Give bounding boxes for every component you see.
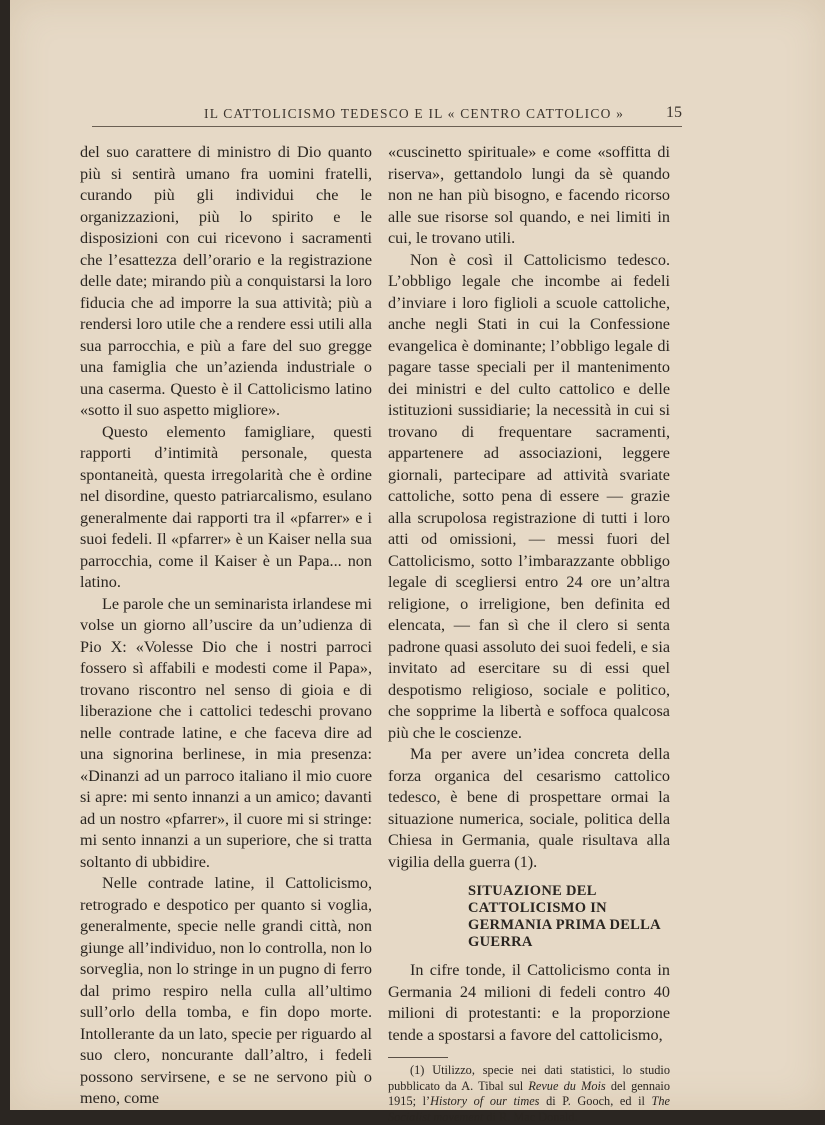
section-heading: SITUAZIONE DEL CATTOLICISMO IN GERMANIA PRIMA DELLA GUERRA [468,883,661,950]
footnote-book-title: History of our times [430,1094,540,1108]
left-column [80,142,372,1110]
footnote-text: Utilizzo, specie nei dati statistici, lo studio pubblicato da A. Tibal sul [388,1063,670,1093]
footnote-rule [388,1057,448,1058]
page-number: 15 [666,104,682,121]
paragraph: del suo carattere di ministro di Dio quanto più si sentirà umano fra uomini fratelli, curando più gli individui che le organizzazioni, più lo spirito e le disposizioni con cui ricevono i sacramenti che l’esattezza dell’orario e la registrazione delle date; mirando più a conquistarsi la loro fiducia che ad imporre la sua attività; più a rendersi loro utile che a rendere essi utili alla sua parrocchia, e più a fare del suo gregge una famiglia che un’azienda industriale o una caserma. Questo è il Cattolicismo latino «sotto il suo aspetto migliore». [80,143,372,419]
footnote-marker: (1) [410,1063,425,1077]
paragraph: In cifre tonde, il Cattolicismo conta in Germania 24 milioni di fedeli contro 40 milioni di protestanti: e la proporzione tende a spostarsi a favore del cattolicismo, [388,961,670,1044]
footnote-journal: Revue du Mois [528,1078,606,1093]
running-header [92,104,682,124]
paragraph: «cuscinetto spirituale» e come «soffitta di riserva», gettandolo lungi da sè quando non ne han più bisogno, e facendo ricorso alle sue risorse sol quando, e nei limiti in cui, le trovano utili. [388,143,670,247]
right-column [388,142,670,1125]
paragraph: Ma per avere un’idea concreta della forza organica del cesarismo cattolico tedesco, è bene di prospettare ormai la situazione numerica, sociale, politica della Chiesa in Germania, quale risultava alla vigilia della guerra (1). [388,745,670,871]
footnote-text: del gennaio 1915; l’ [388,1078,670,1108]
paragraph: Nelle contrade latine, il Cattolicismo, retrogrado e despotico per quanto si voglia, generalmente, specie nelle grandi città, non giunge all’individuo, non lo controlla, non lo sorveglia, non lo stringe in un pugno di ferro dal primo respiro nella culla all’ultimo sull’orlo della tomba, e fin dopo morte. Intollerante da un lato, specie per riguardo al suo clero, noncurante dall’altro, i fedeli possono servirsene, e se ne servono più o meno, come [80,874,372,1107]
paragraph: Le parole che un seminarista irlandese mi volse un giorno all’uscire da un’udienza di Pio X: «Volesse Dio che i nostri parroci fossero sì affabili e modesti come il Papa», trovano riscontro nel senso di gioia e di liberazione che i cattolici tedeschi provano nelle contrade latine, e che faceva dire ad una signorina berlinese, in mia presenza: «Dinanzi ad un parroco italiano il mio cuore si apre: mi sento innanzi a un amico; davanti ad un nostro «pfarrer», il cuore mi si stringe: mi sento innanzi a un superiore, che si tratta soltanto di ubbidire. [80,594,372,871]
paragraph: Non è così il Cattolicismo tedesco. L’obbligo legale che incombe ai fedeli d’inviare i loro figlioli a scuole cattoliche, anche negli Stati in cui la Confessione evangelica è dominante; l’obbligo legale di pagare tasse speciali per il mantenimento dei ministri e del culto cattolico e delle istituzioni sussidiarie; la necessità in cui si trovano di frequentare sacramenti, appartenere ad associazioni, leggere giornali, partecipare ad attività svariate cattoliche, sotto pena di essere — grazie alla scrupolosa registrazione di tutti i loro atti od omissioni, — messi fuori del Cattolicismo, sotto l’imbarazzante obbligo legale di scegliersi entro 24 ore un’altra religione, o irreligione, ben definita ed elencata, — fan sì che il clero si senta padrone quasi assoluto dei suoi fedeli, e sia invitato ad esercitare su di essi quel despotismo religioso, sociale e politico, che sopprime la libertà e soffoca qualcosa più che le coscienze. [388,250,670,742]
footnote-book-title: The Socialist movement [388,1094,670,1124]
footnote [388,1063,670,1125]
header-rule [92,126,682,127]
footnote-text: di P. Gooch, ed il [539,1094,652,1108]
footnote-text: di R. Mac Donald. [483,1109,578,1124]
paragraph: Questo elemento famigliare, questi rapporti d’intimità personale, questa spontaneità, questa irregolarità che è ordine nel disordine, questo patriarcalismo, esulano generalmente dai rapporti tra il «pfarrer» e i suoi fedeli. Il «pfarrer» è un Kaiser nella sua parrocchia, come il Kaiser è un Papa... non latino. [80,422,372,591]
running-title: IL CATTOLICISMO TEDESCO E IL « CENTRO CATTOLICO » [204,106,625,121]
